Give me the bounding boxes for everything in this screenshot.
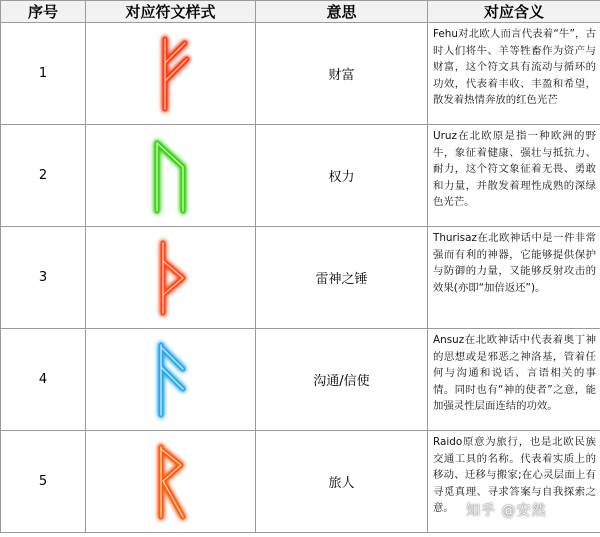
header-meaning: 意思 [256, 1, 428, 23]
row-index: 2 [1, 125, 86, 227]
rune-cell [86, 431, 256, 533]
row-description: Ansuz在北欧神话中代表着奥丁神的思想或是邪恶之神洛基，管着任何与沟通和说话、言语相关的事情。同时也有“神的使者”之意，能加强灵性层面连结的功效。 [428, 329, 600, 431]
row-index: 4 [1, 329, 86, 431]
header-row [1, 1, 600, 23]
rune-cell [86, 227, 256, 329]
watermark: 知乎 @安然 [466, 503, 547, 519]
row-meaning: 雷神之锤 [256, 227, 428, 329]
row-meaning: 财富 [256, 23, 428, 125]
row-index: 1 [1, 23, 86, 125]
row-description: Uruz在北欧原是指一种欧洲的野牛，象征着健康、强壮与抵抗力、耐力，这个符文象征着无畏、勇敢和力量，并散发着理性成熟的深绿色光芒。 [428, 125, 600, 227]
ansuz-rune-icon [141, 335, 201, 425]
table-row [1, 125, 600, 227]
header-index: 序号 [1, 1, 86, 23]
table-row [1, 329, 600, 431]
header-rune-style: 对应符文样式 [86, 1, 256, 23]
row-meaning: 旅人 [256, 431, 428, 533]
row-index: 5 [1, 431, 86, 533]
row-meaning: 权力 [256, 125, 428, 227]
rune-cell [86, 125, 256, 227]
rune-cell [86, 329, 256, 431]
thurisaz-rune-icon [141, 233, 201, 323]
raido-rune-icon [141, 437, 201, 527]
table-row [1, 227, 600, 329]
row-description: Fehu对北欧人而言代表着“牛”，古时人们将牛、羊等牲畜作为资产与财富，这个符文具有流动与循环的功效，代表着丰收、丰盈和希望，散发着热情奔放的红色光芒 [428, 23, 600, 125]
uruz-rune-icon [141, 131, 201, 221]
row-meaning: 沟通/信使 [256, 329, 428, 431]
row-index: 3 [1, 227, 86, 329]
fehu-rune-icon [141, 29, 201, 119]
rune-cell [86, 23, 256, 125]
row-description: Thurisaz在北欧神话中是一件非常强而有利的神器，它能够提供保护与防御的力量，又能够反射攻击的效果(亦即“加倍返还”)。 [428, 227, 600, 329]
table-row [1, 23, 600, 125]
row-description: Raido原意为旅行，也是北欧民族交通工具的名称。代表着实质上的移动、迁移与搬家;在心灵层面上有寻觅真理、寻求答案与自我探索之意。 [428, 431, 600, 533]
header-description: 对应含义 [428, 1, 600, 23]
